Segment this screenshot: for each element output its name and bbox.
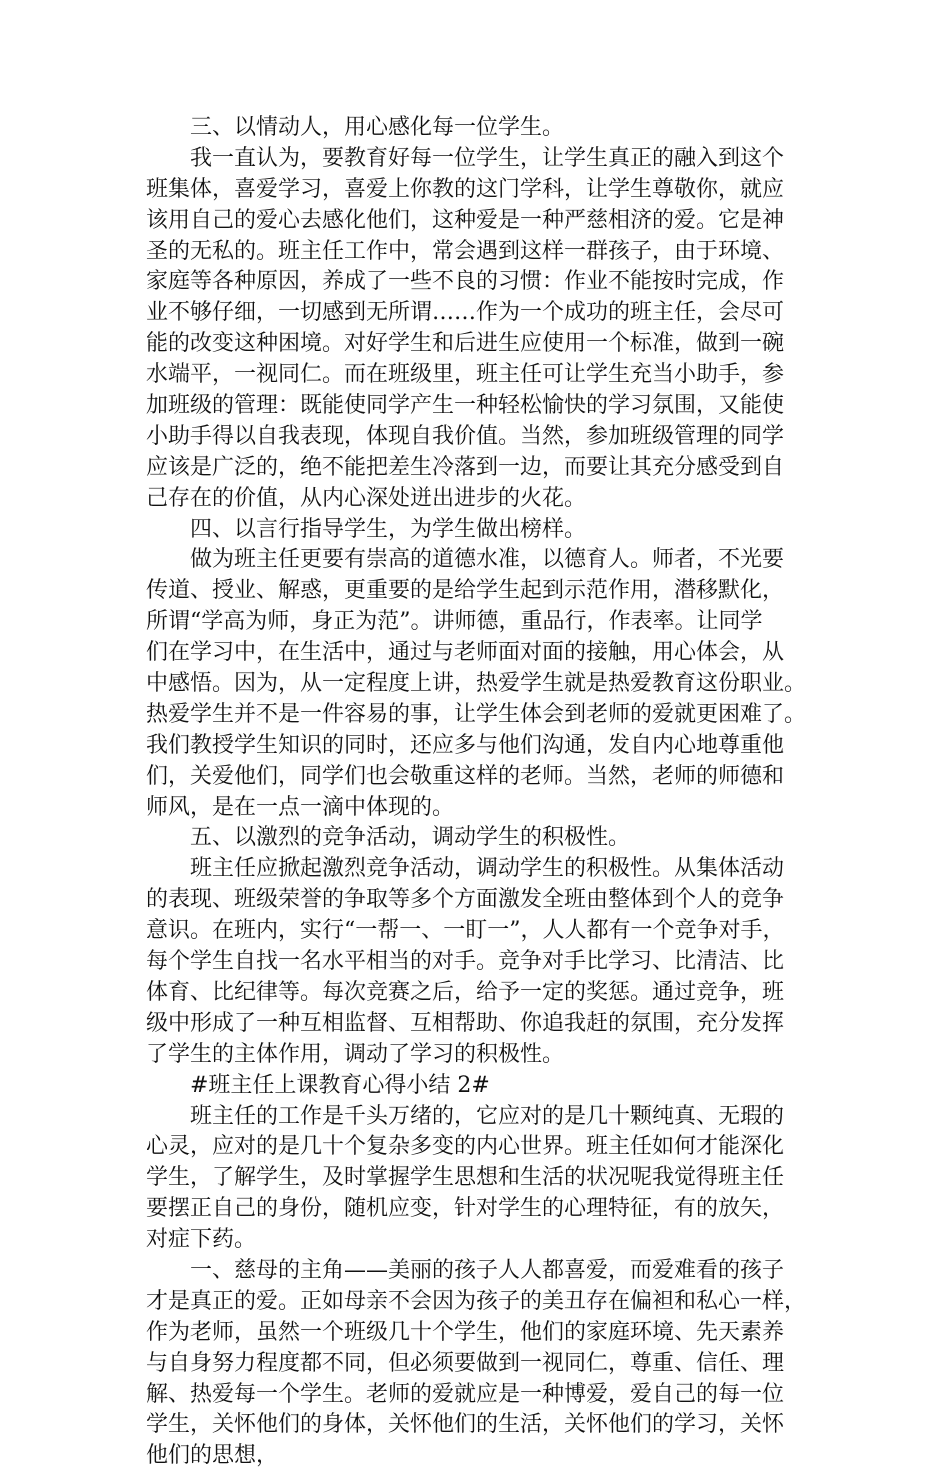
text-line: 水端平，一视同仁。而在班级里，班主任可让学生充当小助手，参 bbox=[146, 362, 785, 388]
text-line: 班主任应掀起激烈竞争活动，调动学生的积极性。从集体活动 bbox=[190, 856, 785, 882]
text-line: 要摆正自己的身份，随机应变，针对学生的心理特征，有的放矢， bbox=[146, 1196, 785, 1222]
text-line: 应该是广泛的，绝不能把差生冷落到一边，而要让其充分感受到自 bbox=[146, 454, 785, 480]
text-line: 做为班主任更要有崇高的道德水准，以德育人。师者，不光要 bbox=[190, 547, 785, 573]
text-line: 心灵，应对的是几十个复杂多变的内心世界。班主任如何才能深化 bbox=[146, 1134, 785, 1160]
text-line: 才是真正的爱。正如母亲不会因为孩子的美丑存在偏袒和私心一样， bbox=[146, 1288, 807, 1314]
text-line: 我一直认为，要教育好每一位学生，让学生真正的融入到这个 bbox=[190, 145, 785, 171]
text-line: 师风，是在一点一滴中体现的。 bbox=[146, 794, 455, 820]
text-line: 家庭等各种原因，养成了一些不良的习惯：作业不能按时完成，作 bbox=[146, 269, 785, 295]
document-body bbox=[146, 113, 818, 1472]
text-line: 他们的思想， bbox=[146, 1443, 279, 1469]
text-line: 的表现、班级荣誉的争取等多个方面激发全班由整体到个人的竞争 bbox=[146, 887, 785, 913]
text-line: 圣的无私的。班主任工作中，常会遇到这样一群孩子，由于环境、 bbox=[146, 238, 785, 264]
text-line: 一、慈母的主角——美丽的孩子人人都喜爱，而爱难看的孩子 bbox=[190, 1257, 785, 1283]
text-line: 对症下药。 bbox=[146, 1227, 257, 1253]
text-line: 所谓“学高为师，身正为范”。讲师德，重品行，作表率。让同学 bbox=[146, 609, 763, 635]
text-line: 能的改变这种困境。对好学生和后进生应使用一个标准，做到一碗 bbox=[146, 331, 785, 357]
text-line: 每个学生自找一名水平相当的对手。竞争对手比学习、比清洁、比 bbox=[146, 949, 785, 975]
text-line: 们在学习中，在生活中，通过与老师面对面的接触，用心体会，从 bbox=[146, 640, 785, 666]
text-line: 该用自己的爱心去感化他们，这种爱是一种严慈相济的爱。它是神 bbox=[146, 207, 785, 233]
text-line: 班集体，喜爱学习，喜爱上你教的这门学科，让学生尊敬你，就应 bbox=[146, 176, 785, 202]
text-line: 意识。在班内，实行“一帮一、一盯一”，人人都有一个竞争对手， bbox=[146, 918, 785, 944]
text-line: 五、以激烈的竞争活动，调动学生的积极性。 bbox=[190, 825, 631, 851]
text-line: 加班级的管理：既能使同学产生一种轻松愉快的学习氛围，又能使 bbox=[146, 393, 785, 419]
text-line: 己存在的价值，从内心深处迸出进步的火花。 bbox=[146, 485, 587, 511]
text-line: 学生，了解学生，及时掌握学生思想和生活的状况呢我觉得班主任 bbox=[146, 1165, 785, 1191]
text-line: 小助手得以自我表现，体现自我价值。当然，参加班级管理的同学 bbox=[146, 423, 785, 449]
text-line: 三、以情动人，用心感化每一位学生。 bbox=[190, 115, 565, 140]
text-line: 体育、比纪律等。每次竞赛之后，给予一定的奖惩。通过竞争，班 bbox=[146, 979, 785, 1005]
text-line: 班主任的工作是千头万绪的，它应对的是几十颗纯真、无瑕的 bbox=[190, 1103, 785, 1129]
text-line: #班主任上课教育心得小结 2# bbox=[190, 1072, 490, 1098]
text-line: 业不够仔细，一切感到无所谓……作为一个成功的班主任，会尽可 bbox=[146, 300, 785, 326]
text-line: 学生，关怀他们的身体，关怀他们的生活，关怀他们的学习，关怀 bbox=[146, 1412, 785, 1438]
text-line: 级中形成了一种互相监督、互相帮助、你追我赶的氛围，充分发挥 bbox=[146, 1010, 785, 1036]
text-line: 四、以言行指导学生，为学生做出榜样。 bbox=[190, 516, 587, 542]
text-line: 热爱学生并不是一件容易的事，让学生体会到老师的爱就更困难了。 bbox=[146, 701, 807, 727]
text-line: 传道、授业、解惑，更重要的是给学生起到示范作用，潜移默化， bbox=[146, 578, 785, 604]
text-line: 解、热爱每一个学生。老师的爱就应是一种博爱，爱自己的每一位 bbox=[146, 1381, 785, 1407]
text-line: 与自身努力程度都不同，但必须要做到一视同仁，尊重、信任、理 bbox=[146, 1350, 785, 1376]
text-line: 了学生的主体作用，调动了学习的积极性。 bbox=[146, 1041, 565, 1067]
text-line: 中感悟。因为，从一定程度上讲，热爱学生就是热爱教育这份职业。 bbox=[146, 671, 807, 697]
text-line: 们，关爱他们，同学们也会敬重这样的老师。当然，老师的师德和 bbox=[146, 763, 785, 789]
text-line: 作为老师，虽然一个班级几十个学生，他们的家庭环境、先天素养 bbox=[146, 1319, 785, 1345]
text-line: 我们教授学生知识的同时，还应多与他们沟通，发自内心地尊重他 bbox=[146, 732, 785, 758]
